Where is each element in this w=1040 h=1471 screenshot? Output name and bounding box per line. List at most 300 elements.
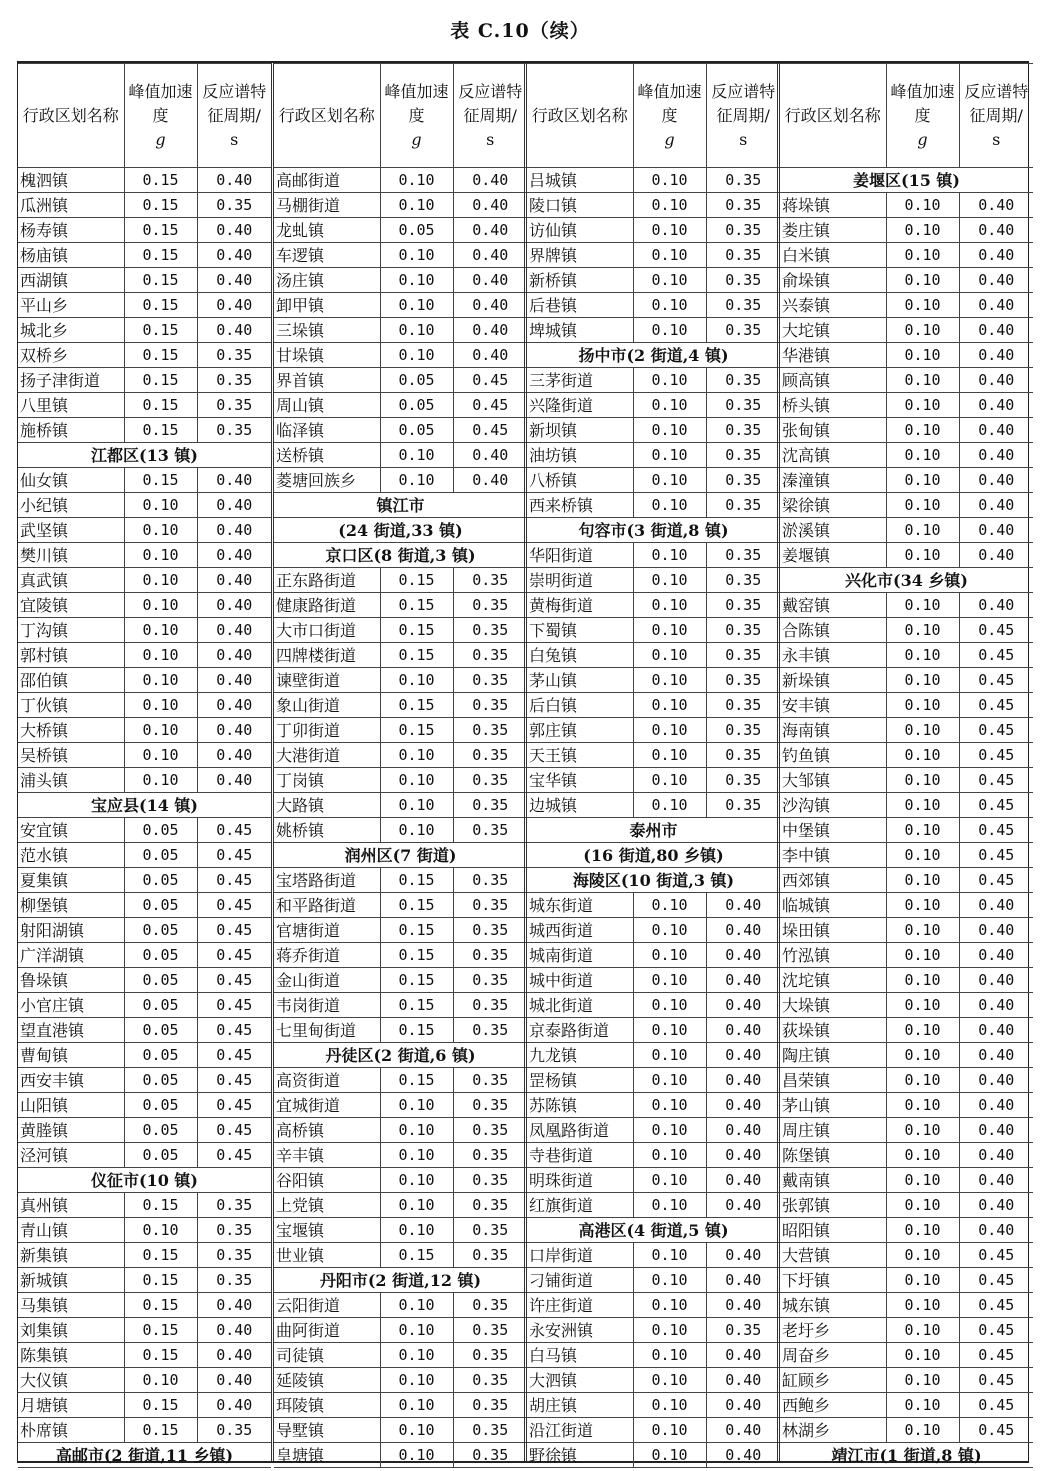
- peak-acceleration: 0.15: [380, 1018, 453, 1043]
- peak-acceleration: 0.10: [380, 1443, 453, 1468]
- region-name: 茅山镇: [780, 1093, 886, 1118]
- peak-acceleration: 0.10: [633, 1243, 706, 1268]
- region-name: 大路镇: [274, 793, 380, 818]
- region-name: 宝塔路街道: [274, 868, 380, 893]
- characteristic-period: 0.40: [197, 218, 271, 243]
- table-row: [780, 1268, 1033, 1293]
- peak-acceleration: 0.15: [380, 618, 453, 643]
- region-name: 邵伯镇: [18, 668, 124, 693]
- region-name: 辛丰镇: [274, 1143, 380, 1168]
- region-name: 城南街道: [527, 943, 633, 968]
- table-row: [527, 1243, 780, 1268]
- region-name: 华阳街道: [527, 543, 633, 568]
- characteristic-period: 0.45: [959, 693, 1033, 718]
- peak-acceleration: 0.10: [633, 243, 706, 268]
- region-name: 曹甸镇: [18, 1043, 124, 1068]
- table-row: [18, 268, 271, 293]
- peak-acceleration: 0.10: [886, 668, 959, 693]
- characteristic-period: 0.35: [453, 1093, 527, 1118]
- region-name: 八里镇: [18, 393, 124, 418]
- table-row: [274, 1118, 527, 1143]
- characteristic-period: 0.45: [197, 868, 271, 893]
- characteristic-period: 0.40: [706, 993, 780, 1018]
- table-row: [780, 968, 1033, 993]
- table-row: [18, 1268, 271, 1293]
- characteristic-period: 0.40: [197, 518, 271, 543]
- table-row: [274, 968, 527, 993]
- characteristic-period: 0.40: [959, 993, 1033, 1018]
- peak-acceleration: 0.10: [886, 243, 959, 268]
- region-name: 新集镇: [18, 1243, 124, 1268]
- region-name: 埤城镇: [527, 318, 633, 343]
- peak-acceleration: 0.05: [380, 218, 453, 243]
- header-period: [453, 64, 527, 168]
- section-title: 高港区(4 街道,5 镇): [527, 1218, 780, 1243]
- peak-acceleration: 0.05: [124, 918, 197, 943]
- characteristic-period: 0.35: [706, 418, 780, 443]
- region-name: 油坊镇: [527, 443, 633, 468]
- peak-acceleration: 0.15: [124, 1193, 197, 1218]
- table-row: [274, 393, 527, 418]
- table-row: [780, 468, 1033, 493]
- characteristic-period: 0.40: [959, 1068, 1033, 1093]
- table-row: [780, 1143, 1033, 1168]
- characteristic-period: 0.45: [197, 1143, 271, 1168]
- header-pga-unit: g: [664, 129, 675, 149]
- table-row: [780, 1243, 1033, 1268]
- table-row: [780, 818, 1033, 843]
- page-title: 表 C.10（续）: [450, 20, 590, 42]
- characteristic-period: 0.40: [453, 318, 527, 343]
- section-title: 兴化市(34 乡镇): [780, 568, 1033, 593]
- table-row: [18, 1093, 271, 1118]
- header-pga: [124, 64, 197, 168]
- peak-acceleration: 0.10: [633, 1118, 706, 1143]
- table-row: [527, 643, 780, 668]
- characteristic-period: 0.45: [197, 1043, 271, 1068]
- characteristic-period: 0.40: [959, 918, 1033, 943]
- characteristic-period: 0.40: [959, 418, 1033, 443]
- table-row: [274, 168, 527, 193]
- header-row: [527, 64, 780, 168]
- peak-acceleration: 0.10: [633, 318, 706, 343]
- characteristic-period: 0.35: [453, 1393, 527, 1418]
- region-name: 双桥乡: [18, 343, 124, 368]
- region-name: 大仪镇: [18, 1368, 124, 1393]
- table-row: [274, 893, 527, 918]
- region-name: 广洋湖镇: [18, 943, 124, 968]
- characteristic-period: 0.45: [197, 1118, 271, 1143]
- region-name: 西来桥镇: [527, 493, 633, 518]
- header-pga: [380, 64, 453, 168]
- table-row: [18, 618, 271, 643]
- characteristic-period: 0.40: [197, 568, 271, 593]
- peak-acceleration: 0.10: [886, 518, 959, 543]
- peak-acceleration: 0.05: [124, 818, 197, 843]
- peak-acceleration: 0.10: [380, 318, 453, 343]
- header-period: [706, 64, 780, 168]
- table-row: [18, 1218, 271, 1243]
- table-row: [18, 843, 271, 868]
- peak-acceleration: 0.10: [886, 893, 959, 918]
- table-row: [527, 468, 780, 493]
- peak-acceleration: 0.10: [633, 1093, 706, 1118]
- peak-acceleration: 0.10: [886, 418, 959, 443]
- peak-acceleration: 0.10: [633, 393, 706, 418]
- characteristic-period: 0.35: [453, 568, 527, 593]
- characteristic-period: 0.35: [453, 1293, 527, 1318]
- peak-acceleration: 0.10: [633, 693, 706, 718]
- region-name: 延陵镇: [274, 1368, 380, 1393]
- table-row: [527, 1318, 780, 1343]
- peak-acceleration: 0.10: [886, 493, 959, 518]
- table-row: [274, 343, 527, 368]
- characteristic-period: 0.45: [453, 393, 527, 418]
- table-row: [527, 318, 780, 343]
- region-name: 荻垛镇: [780, 1018, 886, 1043]
- peak-acceleration: 0.05: [124, 968, 197, 993]
- peak-acceleration: 0.15: [124, 343, 197, 368]
- characteristic-period: 0.45: [959, 768, 1033, 793]
- table-row: [780, 1043, 1033, 1068]
- section-row: [527, 868, 780, 893]
- table-row: [274, 1418, 527, 1443]
- characteristic-period: 0.40: [706, 1093, 780, 1118]
- section-row: [274, 1268, 527, 1293]
- characteristic-period: 0.35: [706, 218, 780, 243]
- peak-acceleration: 0.10: [886, 293, 959, 318]
- region-name: 丁卯街道: [274, 718, 380, 743]
- characteristic-period: 0.35: [453, 593, 527, 618]
- table-row: [527, 1018, 780, 1043]
- region-name: 海南镇: [780, 718, 886, 743]
- peak-acceleration: 0.10: [380, 768, 453, 793]
- peak-acceleration: 0.10: [124, 693, 197, 718]
- table-row: [527, 893, 780, 918]
- peak-acceleration: 0.15: [380, 693, 453, 718]
- characteristic-period: 0.40: [959, 368, 1033, 393]
- table-row: [18, 468, 271, 493]
- section-row: [18, 793, 271, 818]
- peak-acceleration: 0.10: [633, 793, 706, 818]
- peak-acceleration: 0.10: [886, 393, 959, 418]
- peak-acceleration: 0.05: [380, 393, 453, 418]
- table-row: [274, 243, 527, 268]
- table-row: [18, 293, 271, 318]
- peak-acceleration: 0.10: [886, 768, 959, 793]
- table-row: [527, 668, 780, 693]
- characteristic-period: 0.40: [959, 593, 1033, 618]
- table-row: [18, 993, 271, 1018]
- peak-acceleration: 0.10: [124, 668, 197, 693]
- header-period-text: 反应谱特征周期/: [202, 81, 267, 125]
- characteristic-period: 0.40: [959, 318, 1033, 343]
- peak-acceleration: 0.15: [380, 593, 453, 618]
- region-name: 丁伙镇: [18, 693, 124, 718]
- region-name: 蒋垛镇: [780, 193, 886, 218]
- characteristic-period: 0.40: [959, 293, 1033, 318]
- characteristic-period: 0.40: [706, 943, 780, 968]
- table-row: [527, 693, 780, 718]
- region-name: 临城镇: [780, 893, 886, 918]
- section-title: 润州区(7 街道): [274, 843, 527, 868]
- peak-acceleration: 0.15: [380, 718, 453, 743]
- peak-acceleration: 0.10: [124, 1368, 197, 1393]
- table-row: [18, 868, 271, 893]
- characteristic-period: 0.40: [959, 1168, 1033, 1193]
- table-row: [527, 943, 780, 968]
- characteristic-period: 0.40: [197, 693, 271, 718]
- region-name: 三垛镇: [274, 318, 380, 343]
- peak-acceleration: 0.10: [124, 718, 197, 743]
- table-row: [527, 168, 780, 193]
- characteristic-period: 0.40: [453, 443, 527, 468]
- region-name: 山阳镇: [18, 1093, 124, 1118]
- section-row: [527, 343, 780, 368]
- header-name-text: 行政区划名称: [531, 105, 628, 125]
- peak-acceleration: 0.10: [886, 943, 959, 968]
- section-row: [274, 543, 527, 568]
- characteristic-period: 0.35: [453, 1168, 527, 1193]
- peak-acceleration: 0.10: [124, 743, 197, 768]
- peak-acceleration: 0.15: [380, 1243, 453, 1268]
- peak-acceleration: 0.10: [380, 1418, 453, 1443]
- table-row: [18, 1068, 271, 1093]
- region-name: 老圩乡: [780, 1318, 886, 1343]
- characteristic-period: 0.40: [706, 893, 780, 918]
- table-row: [780, 343, 1033, 368]
- region-name: 张郭镇: [780, 1193, 886, 1218]
- peak-acceleration: 0.10: [886, 343, 959, 368]
- table-row: [780, 843, 1033, 868]
- characteristic-period: 0.35: [706, 593, 780, 618]
- peak-acceleration: 0.10: [633, 1193, 706, 1218]
- peak-acceleration: 0.10: [886, 1118, 959, 1143]
- table-row: [527, 1093, 780, 1118]
- region-name: 姚桥镇: [274, 818, 380, 843]
- region-name: 珥陵镇: [274, 1393, 380, 1418]
- table-row: [274, 268, 527, 293]
- region-name: 苏陈镇: [527, 1093, 633, 1118]
- peak-acceleration: 0.10: [633, 193, 706, 218]
- table-row: [274, 1368, 527, 1393]
- peak-acceleration: 0.10: [380, 1143, 453, 1168]
- characteristic-period: 0.35: [453, 1343, 527, 1368]
- region-name: 野徐镇: [527, 1443, 633, 1468]
- characteristic-period: 0.40: [959, 243, 1033, 268]
- peak-acceleration: 0.10: [633, 943, 706, 968]
- peak-acceleration: 0.10: [380, 468, 453, 493]
- table-row: [18, 168, 271, 193]
- peak-acceleration: 0.10: [124, 1218, 197, 1243]
- peak-acceleration: 0.05: [124, 1143, 197, 1168]
- peak-acceleration: 0.15: [124, 1268, 197, 1293]
- characteristic-period: 0.45: [197, 818, 271, 843]
- section-row: [18, 1168, 271, 1193]
- characteristic-period: 0.45: [959, 1293, 1033, 1318]
- table-row: [780, 1343, 1033, 1368]
- peak-acceleration: 0.10: [886, 268, 959, 293]
- peak-acceleration: 0.15: [380, 868, 453, 893]
- peak-acceleration: 0.10: [633, 443, 706, 468]
- seismic-parameter-table: [17, 61, 1029, 1463]
- peak-acceleration: 0.10: [886, 1068, 959, 1093]
- peak-acceleration: 0.10: [886, 1343, 959, 1368]
- characteristic-period: 0.35: [453, 1443, 527, 1468]
- region-name: 周奋乡: [780, 1343, 886, 1368]
- characteristic-period: 0.40: [959, 443, 1033, 468]
- characteristic-period: 0.40: [453, 343, 527, 368]
- characteristic-period: 0.35: [453, 668, 527, 693]
- table-row: [274, 918, 527, 943]
- header-period: [197, 64, 271, 168]
- region-name: 卸甲镇: [274, 293, 380, 318]
- characteristic-period: 0.40: [453, 293, 527, 318]
- characteristic-period: 0.40: [453, 168, 527, 193]
- characteristic-period: 0.40: [453, 468, 527, 493]
- table-row: [780, 368, 1033, 393]
- characteristic-period: 0.35: [706, 568, 780, 593]
- header-pga-text: 峰值加速度: [384, 81, 449, 125]
- peak-acceleration: 0.10: [380, 1168, 453, 1193]
- table-row: [527, 1118, 780, 1143]
- table-row: [274, 293, 527, 318]
- region-name: 云阳街道: [274, 1293, 380, 1318]
- peak-acceleration: 0.10: [886, 1318, 959, 1343]
- peak-acceleration: 0.10: [633, 1168, 706, 1193]
- region-name: 周山镇: [274, 393, 380, 418]
- table-row: [780, 543, 1033, 568]
- peak-acceleration: 0.10: [886, 1218, 959, 1243]
- region-name: 临泽镇: [274, 418, 380, 443]
- table-row: [780, 493, 1033, 518]
- characteristic-period: 0.40: [197, 1293, 271, 1318]
- table-row: [780, 718, 1033, 743]
- region-name: 瓜洲镇: [18, 193, 124, 218]
- header-period-unit: s: [486, 129, 495, 149]
- region-name: 西鲍乡: [780, 1393, 886, 1418]
- region-name: 昭阳镇: [780, 1218, 886, 1243]
- header-name: [527, 64, 633, 168]
- region-name: 象山街道: [274, 693, 380, 718]
- table-row: [18, 1143, 271, 1168]
- region-name: 界首镇: [274, 368, 380, 393]
- section-title: 泰州市: [527, 818, 780, 843]
- characteristic-period: 0.35: [453, 993, 527, 1018]
- peak-acceleration: 0.10: [886, 1168, 959, 1193]
- characteristic-period: 0.35: [197, 1193, 271, 1218]
- peak-acceleration: 0.15: [124, 468, 197, 493]
- table-row: [18, 218, 271, 243]
- table-row: [274, 568, 527, 593]
- table-row: [18, 668, 271, 693]
- peak-acceleration: 0.10: [886, 1093, 959, 1118]
- section-title: 宝应县(14 镇): [18, 793, 271, 818]
- characteristic-period: 0.45: [959, 843, 1033, 868]
- section-title: 海陵区(10 街道,3 镇): [527, 868, 780, 893]
- peak-acceleration: 0.10: [380, 293, 453, 318]
- table-row: [274, 1168, 527, 1193]
- table-row: [274, 1093, 527, 1118]
- region-name: 淤溪镇: [780, 518, 886, 543]
- peak-acceleration: 0.05: [124, 1093, 197, 1118]
- peak-acceleration: 0.15: [124, 293, 197, 318]
- peak-acceleration: 0.10: [886, 743, 959, 768]
- region-name: 韦岗街道: [274, 993, 380, 1018]
- section-title: 仪征市(10 镇): [18, 1168, 271, 1193]
- table-row: [18, 1343, 271, 1368]
- table-row: [780, 593, 1033, 618]
- table-row: [18, 593, 271, 618]
- region-name: 城中街道: [527, 968, 633, 993]
- region-name: 后巷镇: [527, 293, 633, 318]
- section-row: [780, 168, 1033, 193]
- characteristic-period: 0.35: [453, 1068, 527, 1093]
- table-row: [780, 1068, 1033, 1093]
- header-period-text: 反应谱特征周期/: [458, 81, 523, 125]
- characteristic-period: 0.40: [959, 1118, 1033, 1143]
- table-row: [18, 1393, 271, 1418]
- characteristic-period: 0.45: [959, 718, 1033, 743]
- table-row: [274, 1143, 527, 1168]
- characteristic-period: 0.40: [959, 893, 1033, 918]
- peak-acceleration: 0.10: [380, 168, 453, 193]
- table-row: [527, 218, 780, 243]
- region-name: 戴窑镇: [780, 593, 886, 618]
- table-row: [780, 193, 1033, 218]
- peak-acceleration: 0.10: [633, 543, 706, 568]
- characteristic-period: 0.40: [706, 968, 780, 993]
- region-name: 城西街道: [527, 918, 633, 943]
- peak-acceleration: 0.10: [886, 593, 959, 618]
- peak-acceleration: 0.10: [380, 668, 453, 693]
- characteristic-period: 0.40: [197, 468, 271, 493]
- characteristic-period: 0.35: [453, 768, 527, 793]
- table-row: [527, 1443, 780, 1468]
- table-row: [18, 418, 271, 443]
- table-row: [274, 668, 527, 693]
- characteristic-period: 0.40: [197, 1343, 271, 1368]
- table-column-3: [524, 63, 777, 1465]
- region-name: 钓鱼镇: [780, 743, 886, 768]
- table-row: [780, 243, 1033, 268]
- section-row: [780, 1443, 1033, 1468]
- characteristic-period: 0.45: [197, 1018, 271, 1043]
- characteristic-period: 0.35: [706, 743, 780, 768]
- peak-acceleration: 0.10: [124, 618, 197, 643]
- characteristic-period: 0.35: [706, 168, 780, 193]
- table-row: [274, 1343, 527, 1368]
- characteristic-period: 0.40: [197, 718, 271, 743]
- peak-acceleration: 0.10: [124, 568, 197, 593]
- table-row: [527, 293, 780, 318]
- peak-acceleration: 0.15: [124, 218, 197, 243]
- table-row: [274, 368, 527, 393]
- table-row: [274, 468, 527, 493]
- peak-acceleration: 0.10: [633, 1043, 706, 1068]
- peak-acceleration: 0.10: [633, 1418, 706, 1443]
- section-row: [274, 518, 527, 543]
- table-row: [527, 1193, 780, 1218]
- section-row: [527, 818, 780, 843]
- region-name: 车逻镇: [274, 243, 380, 268]
- table-row: [527, 243, 780, 268]
- characteristic-period: 0.35: [453, 1318, 527, 1343]
- table-row: [780, 518, 1033, 543]
- characteristic-period: 0.45: [197, 843, 271, 868]
- region-name: 兴隆街道: [527, 393, 633, 418]
- peak-acceleration: 0.10: [633, 1318, 706, 1343]
